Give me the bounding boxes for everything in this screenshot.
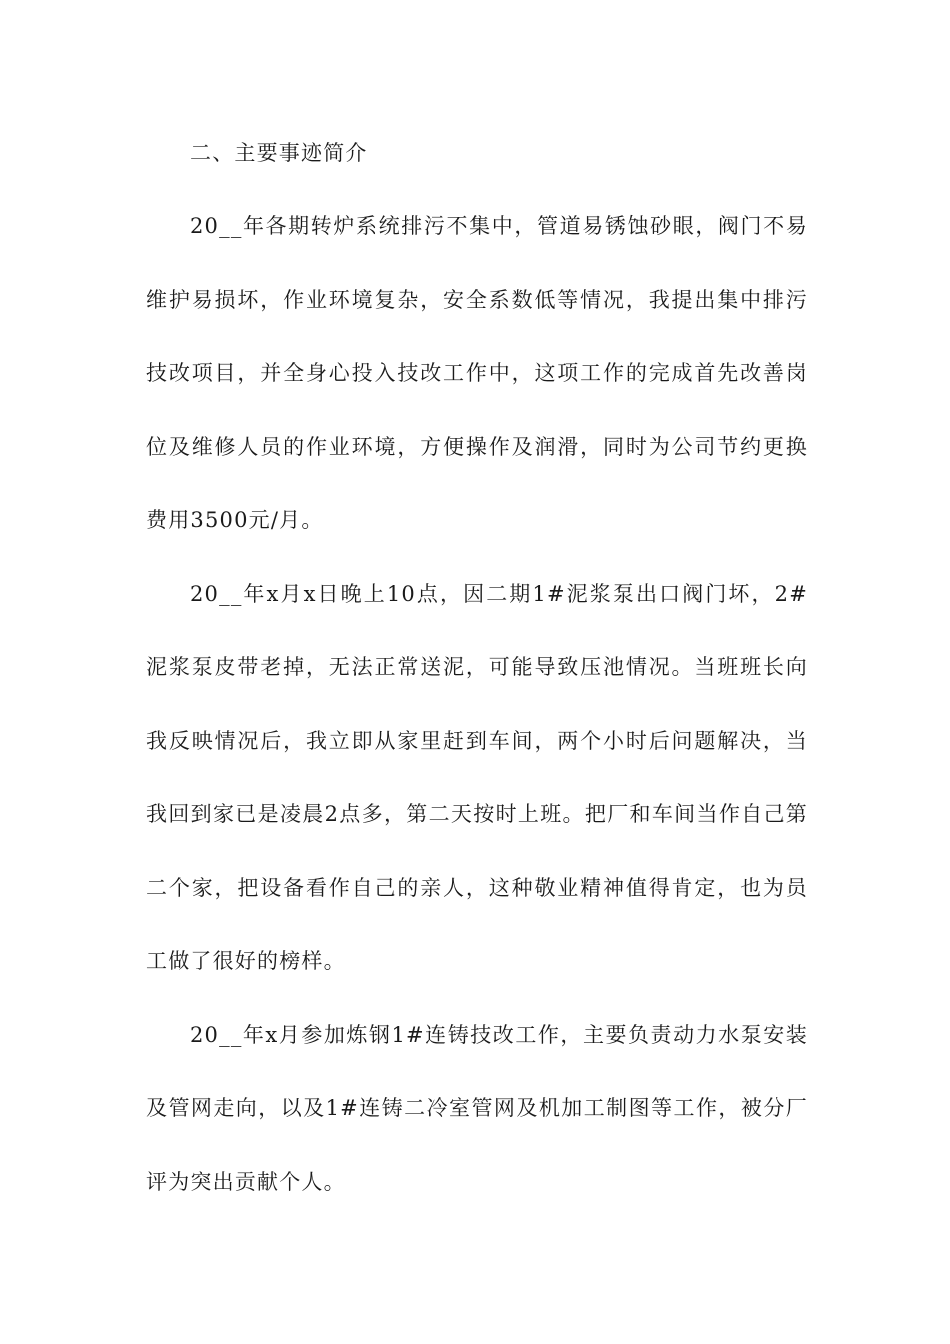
section-heading: 二、主要事迹简介 — [190, 141, 368, 165]
paragraph-3: 20__年x月参加炼钢1#连铸技改工作，主要负责动力水泵安装及管网走向，以及1#连铸二冷室管网及机加工制图等工作，被分厂评为突出贡献个人。 — [146, 1022, 808, 1194]
paragraph-1: 20__年各期转炉系统排污不集中，管道易锈蚀砂眼，阀门不易维护易损坏，作业环境复杂，安全系数低等情况，我提出集中排污技改项目，并全身心投入技改工作中，这项工作的完成首先改善岗位及维修人员的作业环境，方便操作及润滑，同时为公司节约更换费用3500元/月。 — [146, 214, 808, 532]
document-body — [146, 117, 808, 1219]
paragraph-2: 20__年x月x日晚上10点，因二期1#泥浆泵出口阀门坏，2#泥浆泵皮带老掉，无法正常送泥，可能导致压池情况。当班班长向我反映情况后，我立即从家里赶到车间，两个小时后问题解决，当我回到家已是凌晨2点多，第二天按时上班。把厂和车间当作自己第二个家，把设备看作自己的亲人，这种敬业精神值得肯定，也为员工做了很好的榜样。 — [146, 581, 808, 973]
